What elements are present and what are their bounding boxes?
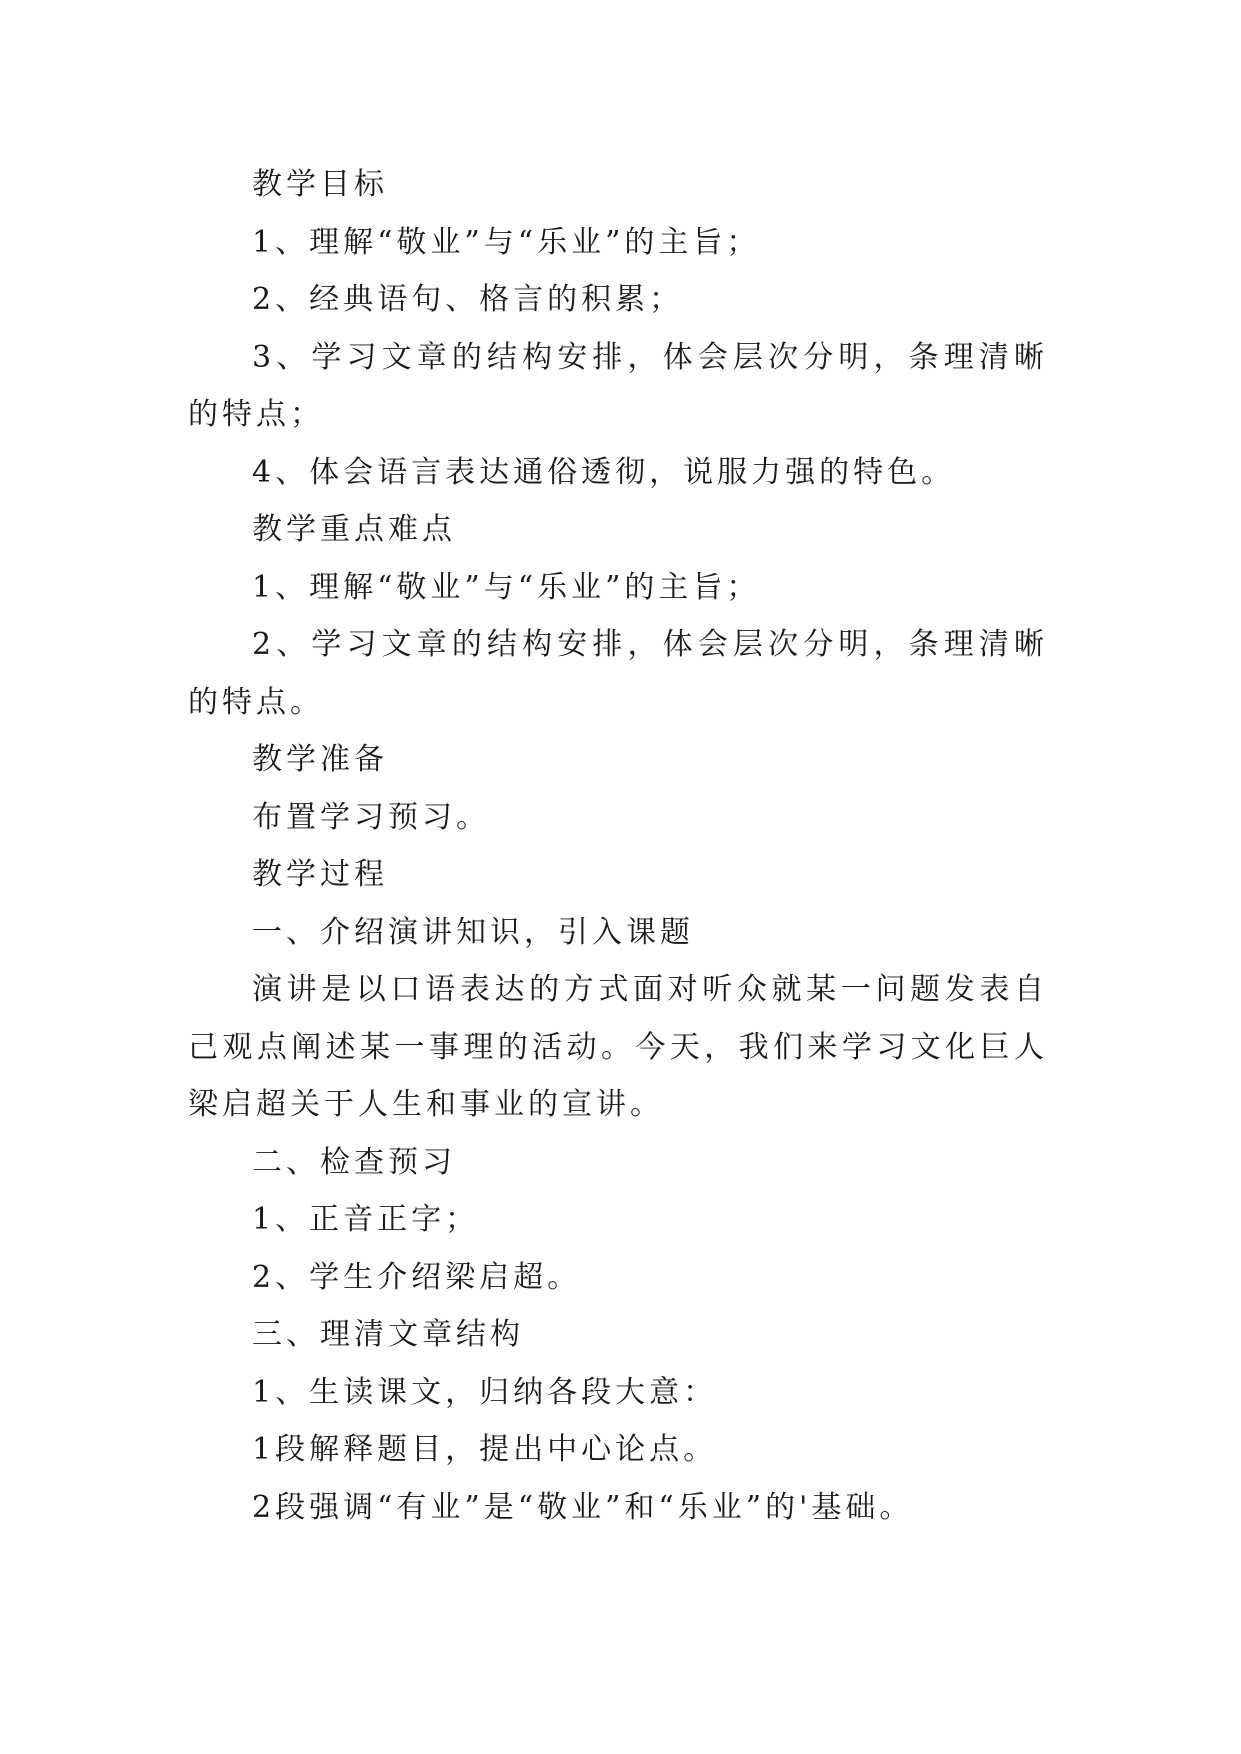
goal-item-4: 4、体会语言表达通俗透彻，说服力强的特色。 [252,454,956,490]
heading-process: 教学过程 [252,857,388,892]
process-step-3-item-1: 1、生读课文，归纳各段大意： [252,1374,718,1410]
process-step-1-heading: 一、介绍演讲知识，引入课题 [252,914,694,950]
process-step-2-item-1: 1、正音正字； [252,1202,480,1237]
process-step-2-heading: 二、检查预习 [252,1144,456,1180]
difficulty-item-2: 2、学习文章的结构安排，体会层次分明，条理清晰的特点。 [188,627,1048,720]
difficulty-item-1: 1、理解“敬业”与“乐业”的主旨； [252,569,761,605]
goal-item-3: 3、学习文章的结构安排，体会层次分明，条理清晰的特点； [188,339,1048,432]
process-step-1-text: 演讲是以口语表达的方式面对听众就某一问题发表自己观点阐述某一事理的活动。今天，我们来学习文化巨人梁启超关于人生和事业的宣讲。 [188,972,1048,1122]
paragraph-summary-2: 2段强调“有业”是“敬业”和“乐业”的'基础。 [252,1489,914,1525]
heading-preparation: 教学准备 [252,742,388,777]
goal-item-1: 1、理解“敬业”与“乐业”的主旨； [252,224,761,260]
process-step-3-heading: 三、理清文章结构 [252,1317,524,1352]
process-step-2-item-2: 2、学生介绍梁启超。 [252,1259,582,1295]
heading-teaching-goals: 教学目标 [252,167,388,202]
goal-item-2: 2、经典语句、格言的积累； [252,282,684,317]
paragraph-summary-1: 1段解释题目，提出中心论点。 [252,1432,718,1467]
document-body [188,156,1048,1536]
heading-key-difficulties: 教学重点难点 [252,512,456,547]
preparation-text: 布置学习预习。 [252,799,490,835]
